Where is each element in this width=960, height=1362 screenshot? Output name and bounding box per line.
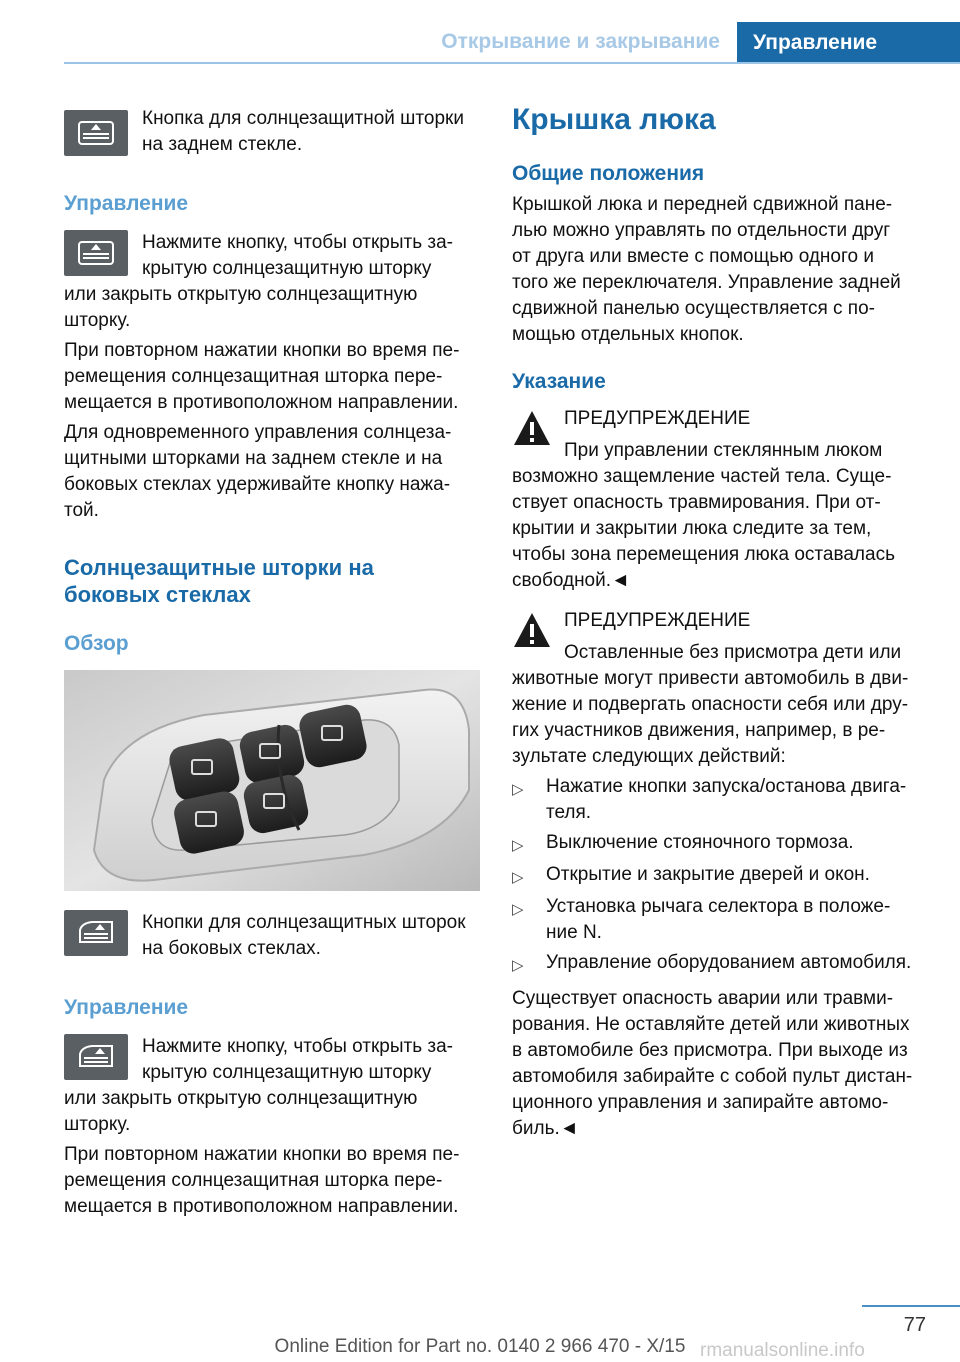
door-switch-photo: [64, 670, 480, 891]
body-line: ремещения солнцезащитная шторка пере-: [64, 1170, 443, 1191]
warning-line: жение и подвергать опасности себя или дру-: [512, 694, 909, 715]
body-line: сдвижной панелью осуществляется с по-: [512, 298, 875, 319]
side-window-sunblind-icon: [64, 1034, 128, 1080]
body-line: лью можно управлять по отдельности друг: [512, 220, 891, 241]
bullet-item: теля.: [546, 802, 592, 823]
body-line: Нажмите кнопку, чтобы открыть за-: [142, 1036, 453, 1057]
warning-line: возможно защемление частей тела. Суще-: [512, 466, 892, 487]
side-icon-caption-line: на боковых стеклах.: [142, 938, 321, 959]
warning-triangle-icon: [512, 610, 552, 650]
warning-line: При управлении стеклянным люком: [564, 440, 883, 461]
section-heading: Общие положения: [512, 162, 705, 185]
warning-title: ПРЕДУПРЕЖДЕНИЕ: [564, 408, 751, 429]
body-line: или закрыть открытую солнцезащитную: [64, 284, 418, 305]
body-line: биль.◄: [512, 1118, 579, 1139]
page-number: 77: [903, 1314, 926, 1336]
warning-line: Оставленные без присмотра дети или: [564, 642, 902, 663]
header-rule: [64, 62, 960, 64]
body-line: боковых стеклах удерживайте кнопку нажа-: [64, 474, 451, 495]
bullet-marker: ▷: [512, 781, 524, 798]
footer-rule: [862, 1305, 960, 1307]
bullet-item: Установка рычага селектора в положе-: [546, 896, 891, 917]
bullet-marker: ▷: [512, 869, 524, 886]
body-line: Существует опасность аварии или травми-: [512, 988, 894, 1009]
body-line: или закрыть открытую солнцезащитную: [64, 1088, 418, 1109]
body-line: Для одновременного управления солнцеза-: [64, 422, 452, 443]
body-line: шторку.: [64, 1114, 131, 1135]
note-heading: Указание: [512, 370, 606, 393]
header-chapter-tab: Управление: [737, 22, 960, 64]
body-line: При повторном нажатии кнопки во время пе-: [64, 340, 460, 361]
watermark: rmanualsonline.info: [700, 1340, 865, 1361]
warning-triangle-icon: [512, 408, 552, 448]
warning-line: зультате следующих действий:: [512, 746, 786, 767]
warning-line: гих участников движения, например, в ре-: [512, 720, 886, 741]
bullet-item: Нажатие кнопки запуска/останова двига-: [546, 776, 907, 797]
warning-line: чтобы зона перемещения люка оставалась: [512, 544, 895, 565]
rear-icon-caption-line: Кнопка для солнцезащитной шторки: [142, 108, 464, 129]
bullet-item: ние N.: [546, 922, 602, 943]
body-line: При повторном нажатии кнопки во время пе-: [64, 1144, 460, 1165]
body-line: щитными шторками на заднем стекле и на: [64, 448, 443, 469]
body-line: той.: [64, 500, 99, 521]
side-window-sunblind-icon: [64, 910, 128, 956]
body-line: мещается в противоположном направлении.: [64, 1196, 459, 1217]
bullet-marker: ▷: [512, 837, 524, 854]
bullet-marker: ▷: [512, 901, 524, 918]
body-line: автомобиля забирайте с собой пульт дистан-: [512, 1066, 913, 1087]
side-icon-caption-line: Кнопки для солнцезащитных шторок: [142, 912, 466, 933]
body-line: мощью отдельных кнопок.: [512, 324, 744, 345]
bullet-item: Открытие и закрытие дверей и окон.: [546, 864, 870, 885]
header-section-title: Открывание и закрывание: [441, 30, 720, 53]
rear-icon-caption-line: на заднем стекле.: [142, 134, 303, 155]
warning-title: ПРЕДУПРЕЖДЕНИЕ: [564, 610, 751, 631]
body-line: Крышкой люка и передней сдвижной пане-: [512, 194, 893, 215]
body-line: от друга или вместе с помощью одного и: [512, 246, 874, 267]
body-line: крытую солнцезащитную шторку: [142, 1062, 432, 1083]
body-line: Нажмите кнопку, чтобы открыть за-: [142, 232, 453, 253]
body-line: того же переключателя. Управление задней: [512, 272, 901, 293]
body-line: шторку.: [64, 310, 131, 331]
body-line: ционного управления и запирайте автомо-: [512, 1092, 889, 1113]
warning-line: животные могут привести автомобиль в дви-: [512, 668, 909, 689]
bullet-item: Выключение стояночного тормоза.: [546, 832, 854, 853]
section-heading: боковых стеклах: [64, 582, 251, 607]
overview-heading: Обзор: [64, 632, 129, 655]
body-line: в автомобиле без присмотра. При выходе из: [512, 1040, 908, 1061]
rear-window-sunblind-icon: [64, 110, 128, 156]
body-line: ремещения солнцезащитная шторка пере-: [64, 366, 443, 387]
control-heading: Управление: [64, 192, 189, 215]
section-heading: Солнцезащитные шторки на: [64, 555, 374, 580]
bullet-marker: ▷: [512, 957, 524, 974]
warning-line: ствует опасность травмирования. При от-: [512, 492, 881, 513]
page-title: Крышка люка: [512, 103, 716, 136]
bullet-item: Управление оборудованием автомобиля.: [546, 952, 912, 973]
body-line: мещается в противоположном направлении.: [64, 392, 459, 413]
edition-line: Online Edition for Part no. 0140 2 966 470 - X/15: [274, 1336, 686, 1357]
warning-line: крытии и закрытии люка следите за тем,: [512, 518, 872, 539]
warning-line: свободной.◄: [512, 570, 630, 591]
body-line: рования. Не оставляйте детей или животных: [512, 1014, 910, 1035]
control-heading: Управление: [64, 996, 189, 1019]
body-line: крытую солнцезащитную шторку: [142, 258, 432, 279]
rear-window-sunblind-icon: [64, 230, 128, 276]
